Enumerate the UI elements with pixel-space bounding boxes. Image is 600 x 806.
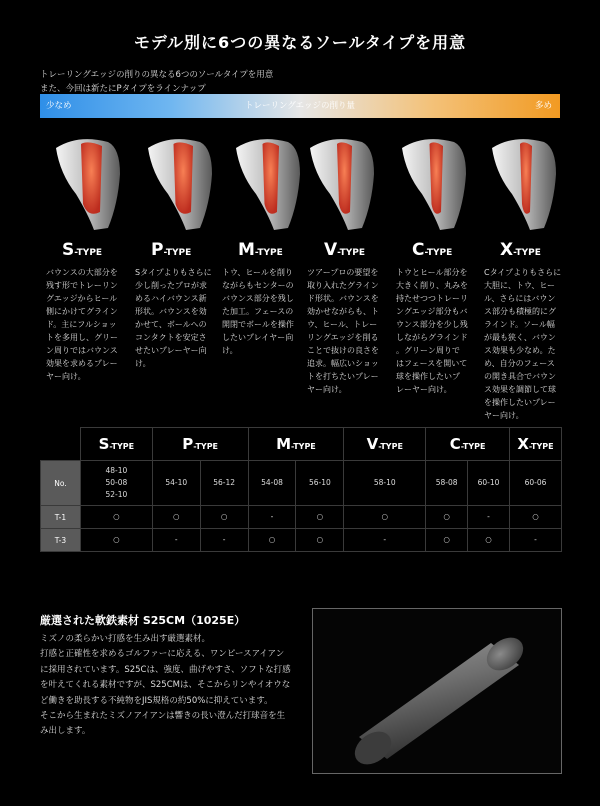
description-line: トを打ちたいプレー [307,372,379,381]
wedge-sole-image [302,134,378,232]
t1-availability-cell: ○ [509,506,561,529]
intro-line: トレーリングエッジの削りの異なる6つのソールタイプを用意 [40,70,274,80]
description-line: を操作したいプレー [484,398,556,407]
sole-type-label [500,240,590,260]
t1-availability-cell: - [468,506,510,529]
description-line: ヤー向け。 [46,372,86,381]
page-title: モデル別に6つの異なるソールタイプを用意 [133,33,467,52]
table-corner [41,428,81,461]
wedge-sole-image [228,134,304,232]
material-text-line: 打感と正確性を求めるゴルファーに応える、ワンピースアイアン [40,649,285,660]
description-line: の開き具合でバウン [484,372,556,381]
wedge-sole-image [48,134,124,232]
material-text-line: ミズノの柔らかい打感を生み出す厳選素材。 [40,634,211,644]
row-label-t3: T-3 [41,529,81,552]
material-title: 厳選された軟鉄素材 S25CM（1025E） [40,614,246,627]
t1-availability-cell: ○ [152,506,200,529]
type-suffix: -TYPE [254,248,283,258]
sole-type-label [238,240,328,260]
description-line: ヤー向け。 [307,385,347,394]
description-line: トを多用し、グリー [46,333,118,342]
steel-bar-image [312,608,562,774]
description-line: 少し削ったプロが求 [135,281,207,290]
t3-availability-cell: ○ [296,529,344,552]
description-line: ングエッジ部分もバ [396,307,468,316]
sole-type-label [62,240,152,260]
description-line: 取り入れたグライン [307,281,379,290]
loft-bounce-cell: 54-10 [152,461,200,506]
description-line: け。 [222,346,238,355]
sole-type-description [46,266,124,383]
description-line: ス効果も少なめ。た [484,346,556,355]
sole-type-label [151,240,241,260]
type-suffix: -TYPE [513,248,541,258]
t3-availability-cell: ○ [80,529,152,552]
description-line: が最も狭く、バウン [484,333,556,342]
description-line: したいプレイヤー向 [222,333,294,342]
description-line: しながらグラインド [396,333,468,342]
description-line: 効かせながらも、ト [307,307,379,316]
sole-type-label [324,240,414,260]
type-suffix: -TYPE [163,248,192,258]
loft-bounce-cell: 60-06 [509,461,561,506]
description-line: バウンスの大部分を [46,268,118,277]
loft-bounce-cell: 56-10 [296,461,344,506]
sole-type-description [484,266,562,422]
description-line: 形状。バウンスを効 [135,307,207,316]
description-line: 球を操作したいプ [396,372,460,381]
description-line: トウとヒール部分を [396,268,468,277]
wedge-sole-image [140,134,216,232]
description-line: 側にかけてグライン [46,307,118,316]
t1-availability-cell: ○ [426,506,468,529]
description-line: Sタイプよりもさらに [135,268,212,277]
t3-availability-cell: - [152,529,200,552]
description-line: ラインド。ソール幅 [484,320,555,329]
description-line: 追求。幅広いショッ [307,359,379,368]
description-line: ことで抜けの良さを [307,346,379,355]
sole-type-description [135,266,213,370]
t3-availability-cell: ○ [468,529,510,552]
bar-label-more: 多め [534,101,552,111]
wedge-sole-image [394,134,470,232]
row-label-t1: T-1 [41,506,81,529]
description-line: 効果を求めるプレー [46,359,118,368]
description-line: ド。主にフルショッ [46,320,117,329]
description-line: ス効果を調節して球 [484,385,556,394]
table-header-s: S-TYPE [80,428,152,461]
description-line: めるハイバウンス新 [135,294,207,303]
description-line: はフェースを開いて [396,359,468,368]
description-line: ド形状。バウンスを [307,294,379,303]
type-letter: X [500,240,514,260]
description-line: グエッジからヒール [46,294,118,303]
description-line: バウンス部分を残し [222,294,294,303]
loft-bounce-cell: 56-12 [200,461,248,506]
table-header-v: V-TYPE [344,428,426,461]
t3-availability-cell: - [344,529,426,552]
grind-amount-bar [40,94,560,118]
material-text [40,632,300,740]
table-header-x: X-TYPE [509,428,561,461]
material-text-line: を叶えてくれる素材ですが、S25CMは、そこからリンやイオウな [40,680,291,691]
type-letter: C [412,240,425,260]
description-line: レーヤー向け。 [396,385,452,394]
t1-availability-cell: ○ [80,506,152,529]
t3-availability-cell: - [509,529,561,552]
bar-label-less: 少なめ [46,101,72,111]
t3-availability-cell: ○ [426,529,468,552]
type-letter: M [238,240,255,260]
type-suffix: -TYPE [74,248,103,258]
t1-availability-cell: ○ [344,506,426,529]
t1-availability-cell: ○ [296,506,344,529]
description-line: 持たせつつトレーリ [396,294,468,303]
description-line: ウ、ヒール、トレー [307,320,378,329]
sole-type-description [222,266,300,357]
description-line: ながらもセンターの [222,281,294,290]
wedge-sole-image [484,134,560,232]
description-line: 残す形でトレーリン [46,281,118,290]
description-line: かせて、ボールへの [135,320,207,329]
t1-availability-cell: - [248,506,296,529]
t3-availability-cell: - [200,529,248,552]
bar-label-center: トレーリングエッジの削り量 [245,101,355,111]
description-line: け。 [135,359,151,368]
description-line: 大胆に、トウ、ヒー [484,281,556,290]
table-header-p: P-TYPE [152,428,248,461]
type-suffix: -TYPE [337,248,365,258]
loft-bounce-cell: 58-08 [426,461,468,506]
description-line: ス部分も積極的にグ [484,307,556,316]
loft-bounce-cell: 58-10 [344,461,426,506]
description-line: Cタイプよりもさらに [484,268,562,277]
table-header-c: C-TYPE [426,428,510,461]
sole-type-description [307,266,385,396]
description-line: リングエッジを削る [307,333,379,342]
description-line: トウ、ヒールを削り [222,268,293,277]
material-text-line: そこから生まれたミズノアイアンは響きの長い澄んだ打球音を生 [40,711,286,722]
description-line: た加工。フェースの [222,307,294,316]
sole-type-description [396,266,474,396]
type-letter: S [62,240,75,260]
loft-bounce-cell: 60-10 [468,461,510,506]
intro-text [40,68,273,96]
material-text-line: ど働きを助長する不純物をJIS規格の約50%に抑えています。 [40,695,273,706]
description-line: ヤー向け。 [484,411,524,420]
description-line: ル、さらにはバウン [484,294,556,303]
table-header-m: M-TYPE [248,428,344,461]
description-line: ン周りではバウンス [46,346,118,355]
sole-type-label [412,240,502,260]
material-text-line: に採用されています。S25Cは、強度、曲げやすさ、ソフトな打感 [40,664,291,675]
spec-table [40,427,562,552]
intro-line: また、今回は新たにPタイプをラインナップ [40,84,206,94]
loft-bounce-cell: 48-10 50-08 52-10 [80,461,152,506]
type-letter: V [324,240,338,260]
material-text-line: み出します。 [40,726,91,737]
row-label-no: No. [41,461,81,506]
description-line: 開閉でボールを操作 [222,320,294,329]
description-line: 。グリーン周りで [396,346,460,355]
t3-availability-cell: ○ [248,529,296,552]
description-line: め、自分のフェース [484,359,555,368]
type-letter: P [151,240,164,260]
description-line: 大きく削り、丸みを [396,281,468,290]
loft-bounce-cell: 54-08 [248,461,296,506]
description-line: せたいプレーヤー向 [135,346,207,355]
type-suffix: -TYPE [424,248,453,258]
description-line: ツアープロの要望を [307,268,379,277]
description-line: ウンス部分を少し残 [396,320,468,329]
description-line: コンタクトを安定さ [135,333,207,342]
t1-availability-cell: ○ [200,506,248,529]
